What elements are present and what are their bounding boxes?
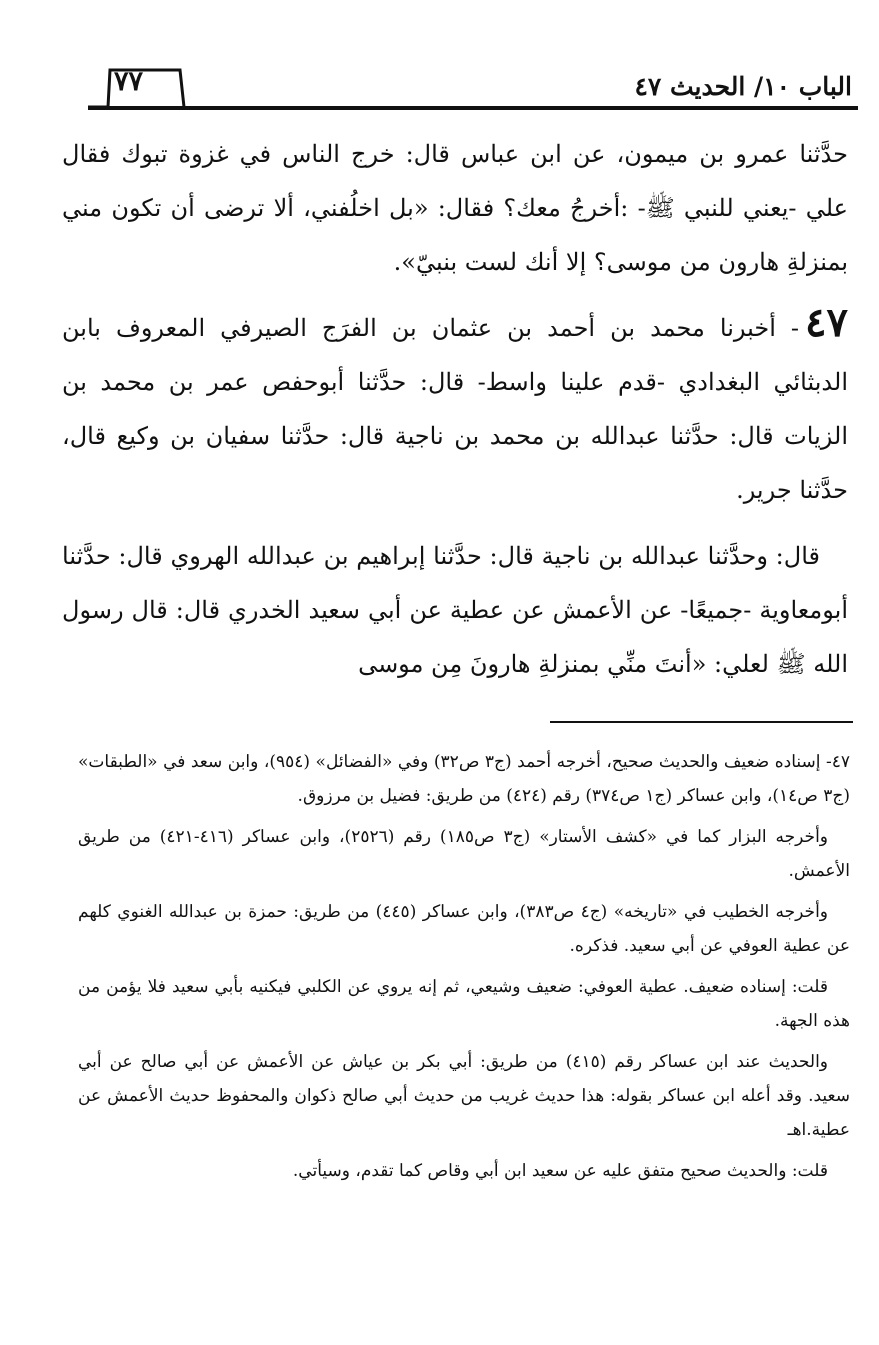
main-paragraph-3: قال: وحدَّثنا عبدالله بن ناجية قال: حدَّثنا إبراهيم بن عبدالله الهروي قال: حدَّثنا أبومعاوية -جميعًا- عن الأعمش عن عطية عن أبي سعيد الخدري قال: قال رسول الله ﷺ لعلي: «أنتَ منِّي بمنزلةِ هارونَ مِن موسى [62, 542, 848, 678]
page-header [88, 58, 858, 116]
footnote-paragraph: والحديث عند ابن عساكر رقم (٤١٥) من طريق: أبي بكر بن عياش عن الأعمش عن أبي صالح عن أبي سعيد. وقد أعله ابن عساكر بقوله: هذا حديث غريب من حديث أبي صالح ذكوان والمحفوظ حديث الأعمش عن عطية.اهـ [78, 1052, 850, 1140]
page-number: ٧٧ [114, 66, 144, 97]
footnote-divider [550, 721, 853, 723]
footnote-paragraph: ٤٧- إسناده ضعيف والحديث صحيح، أخرجه أحمد (ج٣ ص٣٢) وفي «الفضائل» (٩٥٤)، وابن سعد في «الطبقات» (ج٣ ص١٤)، وابن عساكر (ج١ ص٣٧٤) رقم (٤٢٤) من طريق: فضيل بن مرزوق. [78, 752, 850, 806]
main-paragraph-1: حدَّثنا عمرو بن ميمون، عن ابن عباس قال: خرج الناس في غزوة تبوك فقال علي -يعني للنبي ﷺ- :أخرجُ معك؟ فقال: «بل اخلُفني، ألا ترضى أن تكون مني بمنزلةِ هارون من موسى؟ إلا أنك لست بنبيّ». [62, 140, 848, 276]
hadith-text: - أخبرنا محمد بن أحمد بن عثمان بن الفرَج الصيرفي المعروف بابن الدبثائي البغدادي -قدم علينا واسط- قال: حدَّثنا أبوحفص عمر بن محمد بن الزيات قال: حدَّثنا عبدالله بن محمد بن ناجية قال: حدَّثنا سفيان بن وكيع قال، حدَّثنا جرير. [62, 314, 848, 504]
main-text [62, 127, 848, 691]
footnote-paragraph: قلت: إسناده ضعيف. عطية العوفي: ضعيف وشيعي، ثم إنه يروي عن الكلبي فيكنيه بأبي سعيد فلا يؤمن من هذه الجهة. [78, 977, 850, 1031]
running-title: الباب ١٠/ الحديث ٤٧ [634, 72, 852, 101]
footnotes [78, 745, 850, 1195]
footnote-paragraph: وأخرجه البزار كما في «كشف الأستار» (ج٣ ص١٨٥) رقم (٢٥٢٦)، وابن عساكر (٤١٦-٤٢١) من طريق الأعمش. [78, 827, 850, 881]
footnote-paragraph: وأخرجه الخطيب في «تاريخه» (ج٤ ص٣٨٣)، وابن عساكر (٤٤٥) من طريق: حمزة بن عبدالله الغنوي كلهم عن عطية العوفي عن أبي سعيد. فذكره. [78, 902, 850, 956]
main-paragraph-2 [62, 301, 848, 517]
hadith-number: ٤٧ [805, 299, 848, 346]
footnote-paragraph: قلت: والحديث صحيح متفق عليه عن سعيد ابن أبي وقاص كما تقدم، وسيأتي. [292, 1161, 828, 1181]
